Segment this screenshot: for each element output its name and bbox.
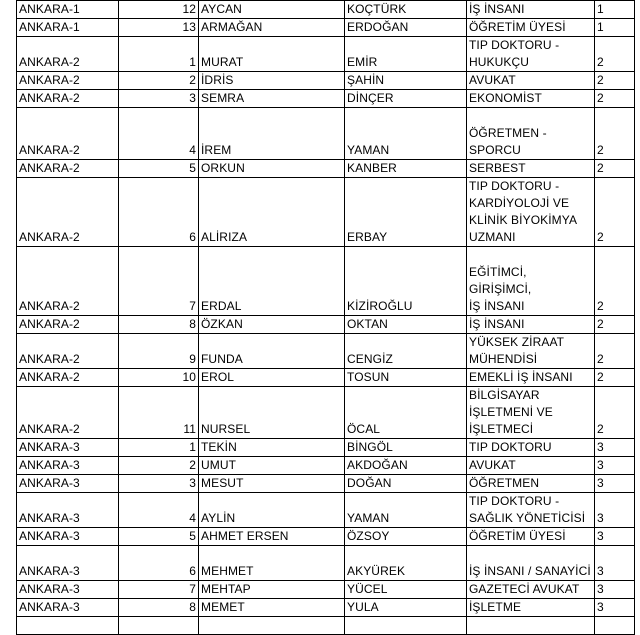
province-cell: ANKARA-2 xyxy=(17,369,119,387)
list-number-cell: 2 xyxy=(595,37,635,72)
order-number-cell: 3 xyxy=(119,90,199,108)
profession-cell xyxy=(467,334,595,369)
last-name-cell: YAMAN xyxy=(345,493,467,528)
profession-line: ÖĞRETMEN xyxy=(469,476,540,490)
first-name-cell: MEHMET xyxy=(199,546,345,581)
list-number-cell: 2 xyxy=(595,178,635,247)
last-name-cell: YAMAN xyxy=(345,108,467,160)
province-cell: ANKARA-1 xyxy=(17,19,119,37)
province-cell: ANKARA-2 xyxy=(17,72,119,90)
first-name-cell: AYCAN xyxy=(199,1,345,19)
table-row xyxy=(17,1,635,19)
profession-line: TIP DOKTORU xyxy=(469,440,552,454)
first-name-cell: MURAT xyxy=(199,37,345,72)
province-cell: ANKARA-2 xyxy=(17,178,119,247)
profession-cell xyxy=(467,439,595,457)
profession-cell xyxy=(467,19,595,37)
profession-cell xyxy=(467,475,595,493)
table-row xyxy=(17,160,635,178)
first-name-cell: ÖZKAN xyxy=(199,316,345,334)
list-number-cell: 2 xyxy=(595,247,635,316)
profession-cell xyxy=(467,160,595,178)
first-name-cell: NURSEL xyxy=(199,387,345,439)
table-row xyxy=(17,369,635,387)
order-number-cell: 10 xyxy=(119,369,199,387)
list-number-cell: 3 xyxy=(595,439,635,457)
last-name-cell: KOÇTÜRK xyxy=(345,1,467,19)
list-number-cell: 2 xyxy=(595,316,635,334)
province-cell: ANKARA-3 xyxy=(17,546,119,581)
list-number-cell: 2 xyxy=(595,160,635,178)
order-number-cell: 5 xyxy=(119,160,199,178)
profession-cell xyxy=(467,37,595,72)
last-name-cell: KANBER xyxy=(345,160,467,178)
profession-line: AVUKAT xyxy=(469,458,516,472)
first-name-cell: ALİRIZA xyxy=(199,178,345,247)
province-cell: ANKARA-3 xyxy=(17,599,119,617)
profession-line xyxy=(469,546,592,563)
candidate-table-body xyxy=(17,1,635,635)
first-name-cell: ARMAĞAN xyxy=(199,19,345,37)
table-row xyxy=(17,316,635,334)
list-number-cell: 3 xyxy=(595,528,635,546)
profession-line: KARDİYOLOJİ VE xyxy=(469,196,570,210)
profession-line: BİLGİSAYAR xyxy=(469,388,540,402)
profession-cell xyxy=(467,1,595,19)
profession-line: GAZETECİ AVUKAT xyxy=(469,582,580,596)
list-number-cell: 2 xyxy=(595,108,635,160)
order-number-cell: 12 xyxy=(119,1,199,19)
table-row xyxy=(17,475,635,493)
profession-line: TIP DOKTORU - xyxy=(469,494,560,508)
table-row xyxy=(17,581,635,599)
list-number-cell: 3 xyxy=(595,457,635,475)
last-name-cell: YÜCEL xyxy=(345,581,467,599)
province-cell: ANKARA-2 xyxy=(17,90,119,108)
table-row xyxy=(17,247,635,316)
profession-line: ÖĞRETMEN - SPORCU xyxy=(469,126,547,157)
first-name-cell xyxy=(199,617,345,635)
profession-line: İŞLETMECİ xyxy=(469,422,534,436)
table-row xyxy=(17,387,635,439)
candidate-table xyxy=(16,0,635,635)
table-row xyxy=(17,19,635,37)
province-cell: ANKARA-3 xyxy=(17,581,119,599)
profession-line: UZMANI xyxy=(469,230,516,244)
last-name-cell: ÖCAL xyxy=(345,387,467,439)
province-cell: ANKARA-3 xyxy=(17,475,119,493)
province-cell: ANKARA-3 xyxy=(17,528,119,546)
order-number-cell: 4 xyxy=(119,108,199,160)
order-number-cell: 7 xyxy=(119,581,199,599)
profession-cell xyxy=(467,72,595,90)
profession-line: MÜHENDİSİ xyxy=(469,352,538,366)
province-cell xyxy=(17,617,119,635)
list-number-cell xyxy=(595,617,635,635)
first-name-cell: AYLİN xyxy=(199,493,345,528)
last-name-cell: TOSUN xyxy=(345,369,467,387)
order-number-cell: 6 xyxy=(119,546,199,581)
order-number-cell: 8 xyxy=(119,599,199,617)
profession-cell xyxy=(467,599,595,617)
order-number-cell: 5 xyxy=(119,528,199,546)
province-cell: ANKARA-2 xyxy=(17,108,119,160)
profession-cell xyxy=(467,617,595,635)
last-name-cell: DİNÇER xyxy=(345,90,467,108)
profession-cell xyxy=(467,90,595,108)
profession-line: EĞİTİMCİ, GİRİŞİMCİ, xyxy=(469,265,532,296)
profession-cell xyxy=(467,546,595,581)
profession-cell xyxy=(467,316,595,334)
last-name-cell: ERDOĞAN xyxy=(345,19,467,37)
profession-line: İŞ İNSANI / SANAYİCİ xyxy=(469,564,591,578)
order-number-cell: 8 xyxy=(119,316,199,334)
province-cell: ANKARA-2 xyxy=(17,334,119,369)
first-name-cell: AHMET ERSEN xyxy=(199,528,345,546)
profession-line: TIP DOKTORU - xyxy=(469,38,560,52)
list-number-cell: 3 xyxy=(595,493,635,528)
last-name-cell: YULA xyxy=(345,599,467,617)
first-name-cell: ORKUN xyxy=(199,160,345,178)
table-row xyxy=(17,493,635,528)
list-number-cell: 1 xyxy=(595,19,635,37)
profession-line: İŞ İNSANI xyxy=(469,299,525,313)
profession-line xyxy=(469,617,592,634)
first-name-cell: UMUT xyxy=(199,457,345,475)
last-name-cell: EMİR xyxy=(345,37,467,72)
last-name-cell: KİZİROĞLU xyxy=(345,247,467,316)
profession-line: ÖĞRETİM ÜYESİ xyxy=(469,20,566,34)
profession-line: İŞLETMENİ VE xyxy=(469,405,553,419)
province-cell: ANKARA-3 xyxy=(17,457,119,475)
list-number-cell: 2 xyxy=(595,90,635,108)
order-number-cell: 2 xyxy=(119,457,199,475)
last-name-cell: ŞAHİN xyxy=(345,72,467,90)
list-number-cell: 3 xyxy=(595,475,635,493)
order-number-cell xyxy=(119,617,199,635)
last-name-cell xyxy=(345,617,467,635)
profession-line xyxy=(469,108,592,125)
last-name-cell: OKTAN xyxy=(345,316,467,334)
table-row xyxy=(17,457,635,475)
table-row xyxy=(17,546,635,581)
order-number-cell: 11 xyxy=(119,387,199,439)
first-name-cell: MEHTAP xyxy=(199,581,345,599)
profession-line: EKONOMİST xyxy=(469,91,542,105)
last-name-cell: AKYÜREK xyxy=(345,546,467,581)
table-row xyxy=(17,108,635,160)
table-row xyxy=(17,599,635,617)
profession-cell xyxy=(467,457,595,475)
first-name-cell: SEMRA xyxy=(199,90,345,108)
profession-line: KLİNİK BİYOKİMYA xyxy=(469,213,578,227)
last-name-cell: ÖZSOY xyxy=(345,528,467,546)
province-cell: ANKARA-2 xyxy=(17,160,119,178)
list-number-cell: 2 xyxy=(595,369,635,387)
list-number-cell: 2 xyxy=(595,387,635,439)
order-number-cell: 3 xyxy=(119,475,199,493)
profession-line: İŞLETME xyxy=(469,600,522,614)
profession-line: AVUKAT xyxy=(469,73,516,87)
first-name-cell: ERDAL xyxy=(199,247,345,316)
profession-line xyxy=(469,247,592,264)
list-number-cell: 2 xyxy=(595,334,635,369)
first-name-cell: MESUT xyxy=(199,475,345,493)
list-number-cell: 3 xyxy=(595,546,635,581)
first-name-cell: MEMET xyxy=(199,599,345,617)
last-name-cell: DOĞAN xyxy=(345,475,467,493)
table-row xyxy=(17,37,635,72)
province-cell: ANKARA-3 xyxy=(17,493,119,528)
profession-cell xyxy=(467,581,595,599)
province-cell: ANKARA-1 xyxy=(17,1,119,19)
list-number-cell: 2 xyxy=(595,72,635,90)
table-row xyxy=(17,178,635,247)
order-number-cell: 2 xyxy=(119,72,199,90)
first-name-cell: EROL xyxy=(199,369,345,387)
first-name-cell: FUNDA xyxy=(199,334,345,369)
last-name-cell: ERBAY xyxy=(345,178,467,247)
list-number-cell: 3 xyxy=(595,599,635,617)
profession-line: İŞ İNSANI xyxy=(469,2,525,16)
province-cell: ANKARA-2 xyxy=(17,387,119,439)
province-cell: ANKARA-3 xyxy=(17,439,119,457)
table-row xyxy=(17,334,635,369)
last-name-cell: AKDOĞAN xyxy=(345,457,467,475)
province-cell: ANKARA-2 xyxy=(17,247,119,316)
table-row xyxy=(17,90,635,108)
profession-cell xyxy=(467,369,595,387)
order-number-cell: 6 xyxy=(119,178,199,247)
first-name-cell: TEKİN xyxy=(199,439,345,457)
province-cell: ANKARA-2 xyxy=(17,316,119,334)
table-row xyxy=(17,528,635,546)
profession-cell xyxy=(467,178,595,247)
list-number-cell: 3 xyxy=(595,581,635,599)
list-number-cell: 1 xyxy=(595,1,635,19)
first-name-cell: İREM xyxy=(199,108,345,160)
order-number-cell: 4 xyxy=(119,493,199,528)
profession-cell xyxy=(467,387,595,439)
profession-line: HUKUKÇU xyxy=(469,55,530,69)
profession-cell xyxy=(467,528,595,546)
profession-cell xyxy=(467,493,595,528)
last-name-cell: CENGİZ xyxy=(345,334,467,369)
order-number-cell: 9 xyxy=(119,334,199,369)
profession-cell xyxy=(467,108,595,160)
profession-line: SAĞLIK YÖNETİCİSİ xyxy=(469,511,586,525)
order-number-cell: 13 xyxy=(119,19,199,37)
profession-line: YÜKSEK ZİRAAT xyxy=(469,335,565,349)
table-row xyxy=(17,617,635,635)
order-number-cell: 1 xyxy=(119,37,199,72)
province-cell: ANKARA-2 xyxy=(17,37,119,72)
profession-line: TIP DOKTORU - xyxy=(469,179,560,193)
first-name-cell: İDRİS xyxy=(199,72,345,90)
table-row xyxy=(17,439,635,457)
order-number-cell: 1 xyxy=(119,439,199,457)
profession-cell xyxy=(467,247,595,316)
profession-line: ÖĞRETİM ÜYESİ xyxy=(469,529,566,543)
order-number-cell: 7 xyxy=(119,247,199,316)
profession-line: SERBEST xyxy=(469,161,526,175)
profession-line: EMEKLİ İŞ İNSANI xyxy=(469,370,573,384)
table-row xyxy=(17,72,635,90)
profession-line: İŞ İNSANI xyxy=(469,317,525,331)
last-name-cell: BİNGÖL xyxy=(345,439,467,457)
